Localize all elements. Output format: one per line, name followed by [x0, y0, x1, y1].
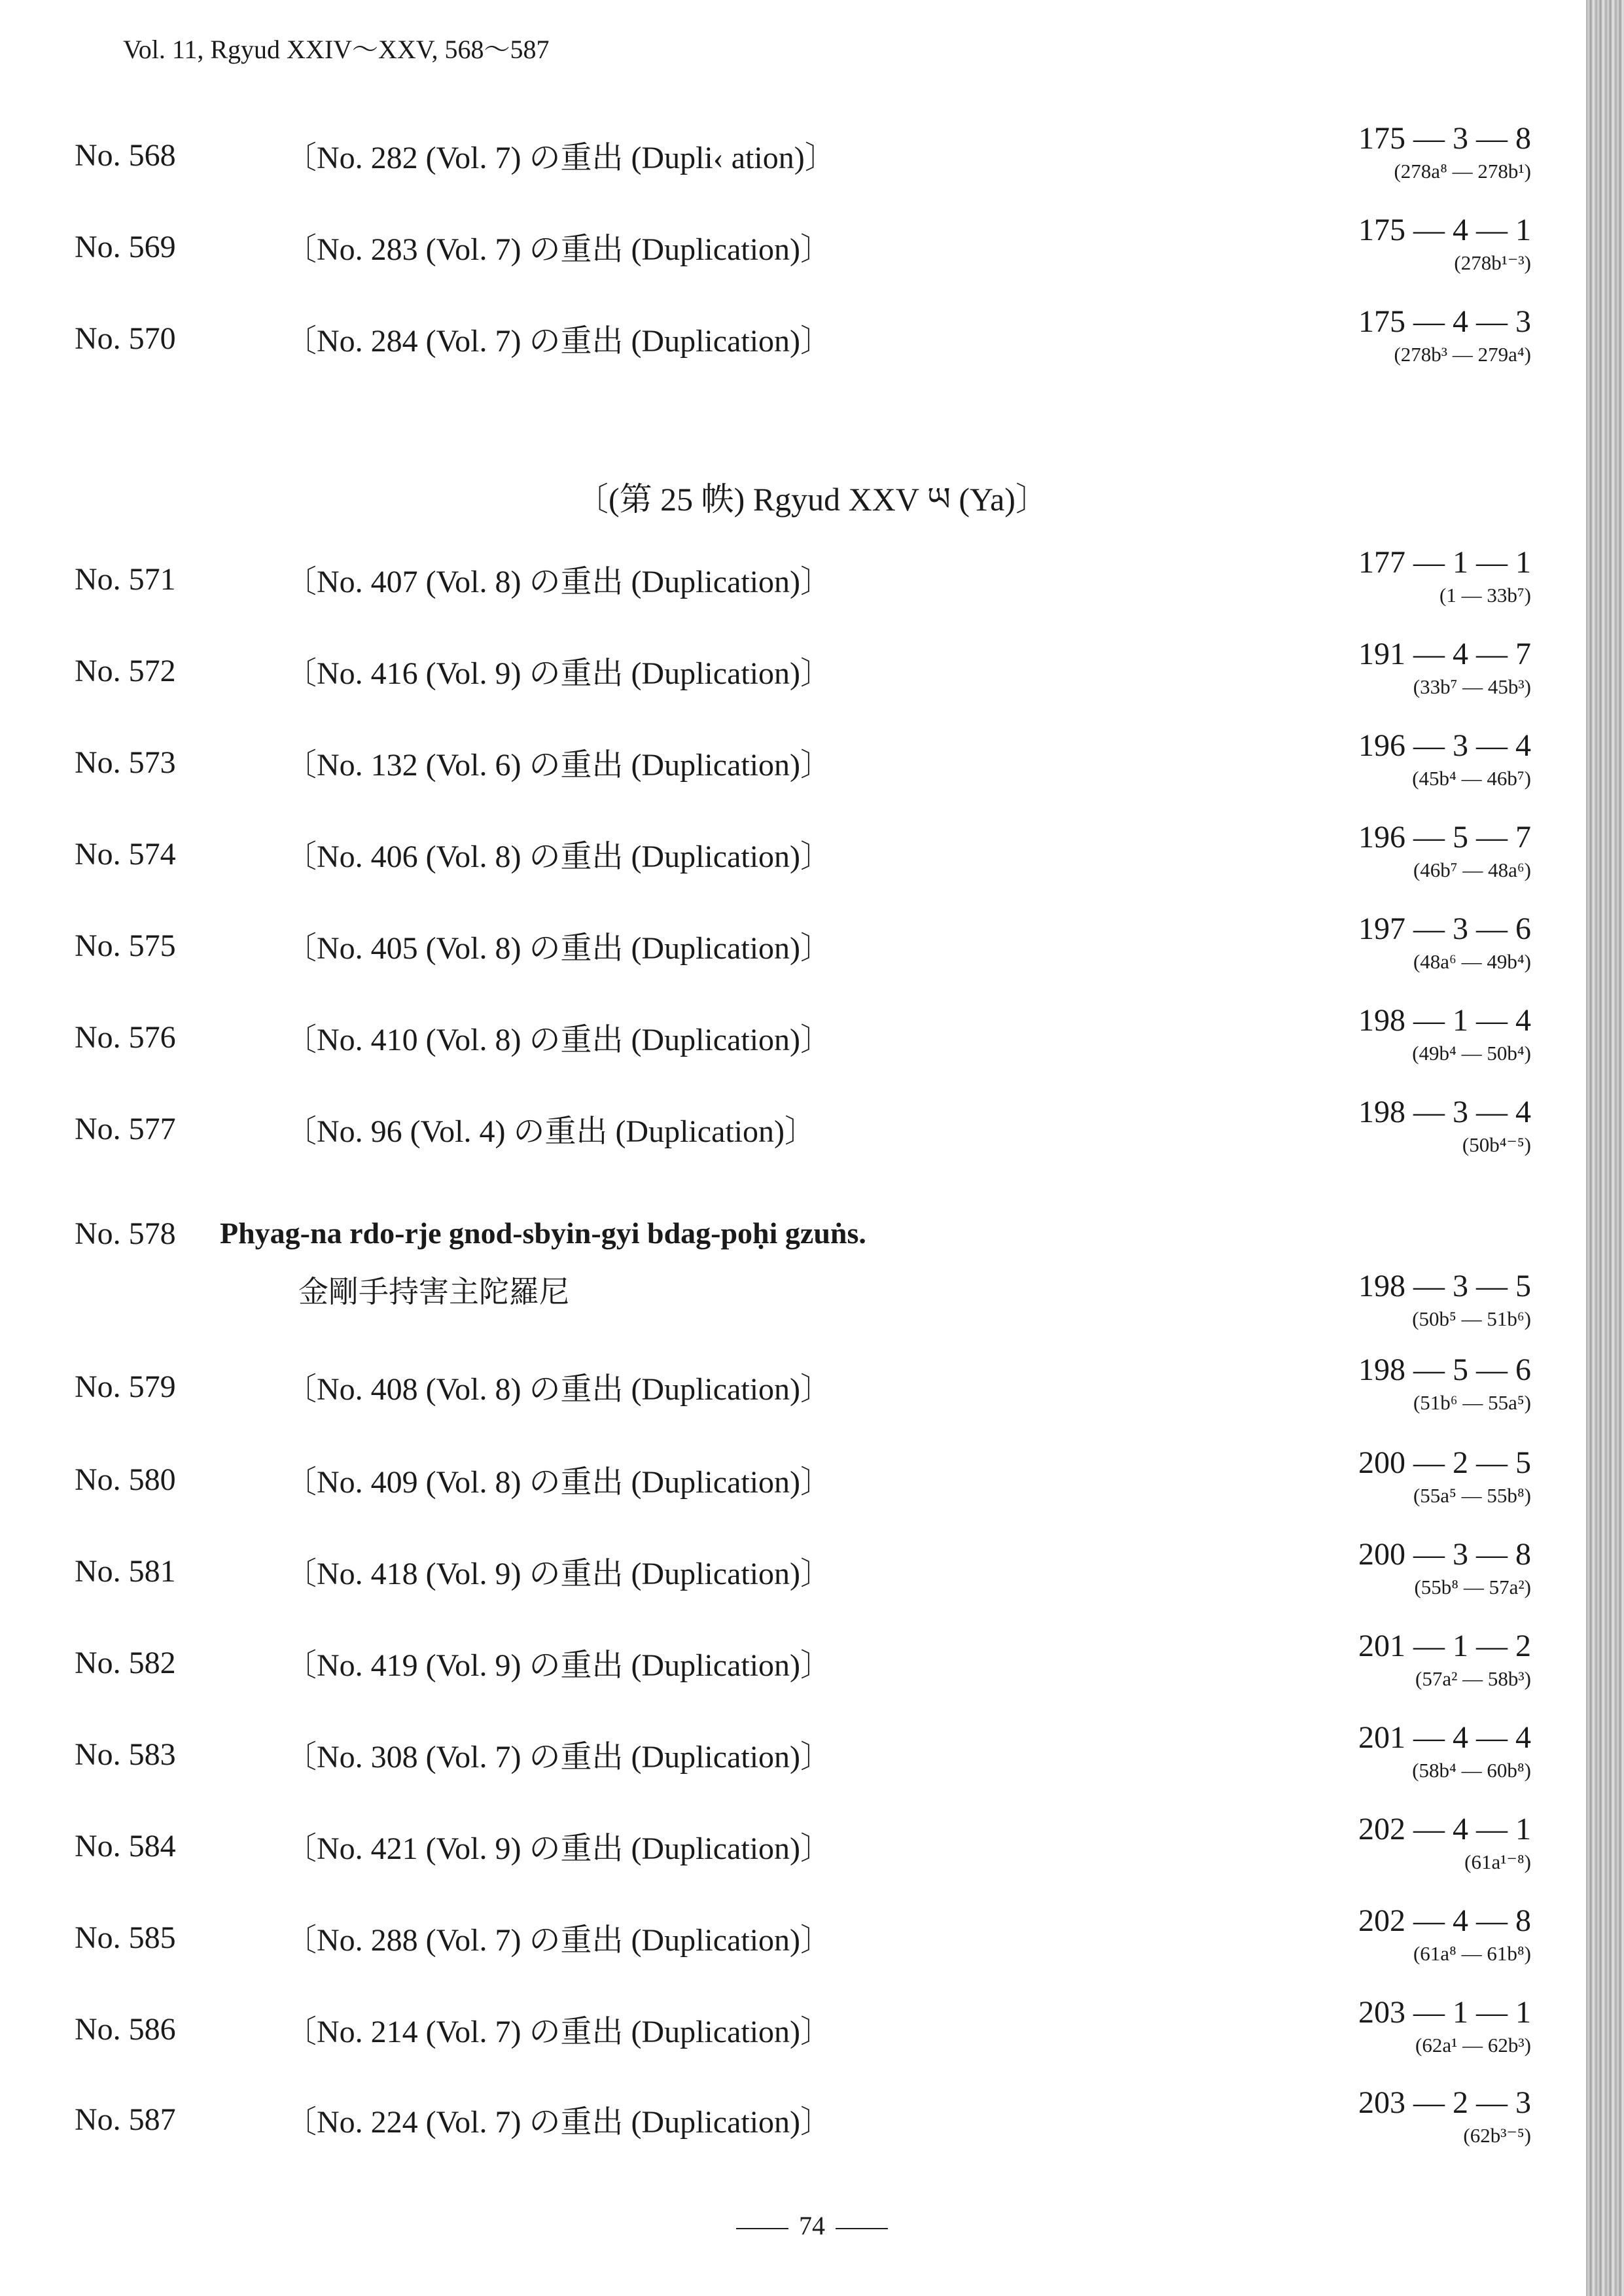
entry-row	[0, 1720, 1624, 1815]
entry-number: No. 584	[75, 1829, 176, 1863]
entry-row	[0, 911, 1624, 1006]
entry-description: 〔No. 405 (Vol. 8) の重出 (Duplication)〕	[285, 931, 832, 966]
entry-row	[0, 637, 1624, 732]
entry-description: 〔No. 96 (Vol. 4) の重出 (Duplication)〕	[285, 1114, 817, 1149]
reference-folio: (278a⁸ — 278b¹)	[1394, 160, 1531, 183]
entry-row	[0, 1537, 1624, 1632]
entry-reference	[1256, 910, 1531, 975]
entry-number: No. 578	[75, 1216, 176, 1251]
reference-main: 200 — 2 — 5	[1358, 1445, 1531, 1480]
entry-number: No. 577	[75, 1112, 176, 1146]
entry-description: 〔No. 418 (Vol. 9) の重出 (Duplication)〕	[285, 1557, 832, 1591]
reference-main: 191 — 4 — 7	[1358, 637, 1531, 671]
reference-main: 198 — 3 — 4	[1358, 1095, 1531, 1129]
reference-folio: (51b⁶ — 55a⁵)	[1413, 1391, 1531, 1414]
entry-number: No. 580	[75, 1462, 176, 1497]
reference-folio: (61a¹⁻⁸)	[1464, 1850, 1531, 1873]
entry-description: 〔No. 308 (Vol. 7) の重出 (Duplication)〕	[285, 1740, 832, 1775]
entry-number: No. 571	[75, 562, 176, 597]
entry-description: 〔No. 214 (Vol. 7) の重出 (Duplication)〕	[285, 2015, 832, 2049]
reference-main: 202 — 4 — 1	[1358, 1812, 1531, 1846]
entry-description: 〔No. 282 (Vol. 7) の重出 (Dupli‹ ation)〕	[285, 141, 836, 175]
entry-row	[0, 121, 1624, 216]
entry-reference	[1256, 1993, 1531, 2058]
entry-description: 〔No. 419 (Vol. 9) の重出 (Duplication)〕	[285, 1648, 832, 1683]
reference-folio: (61a⁸ — 61b⁸)	[1413, 1942, 1531, 1965]
reference-folio: (62b³⁻⁵)	[1463, 2124, 1531, 2147]
reference-main: 175 — 4 — 1	[1358, 213, 1531, 247]
entry-reference	[1256, 726, 1531, 792]
entry-reference	[1256, 1627, 1531, 1692]
entry-reference	[1256, 1351, 1531, 1416]
reference-main: 201 — 1 — 2	[1358, 1629, 1531, 1663]
entry-number: No. 568	[75, 138, 176, 173]
entry-number: No. 586	[75, 2012, 176, 2047]
entry-reference	[1256, 818, 1531, 883]
entry-reference	[1256, 1535, 1531, 1600]
entry-description: 〔No. 224 (Vol. 7) の重出 (Duplication)〕	[285, 2105, 832, 2140]
reference-folio: (46b⁷ — 48a⁶)	[1413, 858, 1531, 881]
reference-main: 197 — 3 — 6	[1358, 911, 1531, 946]
reference-folio: (45b⁴ — 46b⁷)	[1412, 767, 1531, 790]
reference-main: 198 — 3 — 5	[1358, 1269, 1531, 1303]
entry-description: 〔No. 132 (Vol. 6) の重出 (Duplication)〕	[285, 748, 832, 783]
reference-folio: (57a² — 58b³)	[1415, 1667, 1531, 1690]
entry-reference	[1256, 119, 1531, 185]
entry-row	[0, 1003, 1624, 1098]
reference-folio: (33b⁷ — 45b³)	[1413, 675, 1531, 698]
entry-reference	[1256, 543, 1531, 609]
entry-description: 〔No. 407 (Vol. 8) の重出 (Duplication)〕	[285, 565, 832, 599]
reference-folio: (50b⁵ — 51b⁶)	[1412, 1307, 1531, 1330]
entry-number: No. 581	[75, 1554, 176, 1589]
entry-number: No. 574	[75, 837, 176, 872]
entry-description: 〔No. 283 (Vol. 7) の重出 (Duplication)〕	[285, 232, 832, 267]
entry-reference	[1256, 635, 1531, 700]
entry-number: No. 576	[75, 1020, 176, 1055]
page-number-text: 74	[799, 2211, 825, 2240]
entry-row	[0, 1629, 1624, 1723]
entry-number: No. 575	[75, 928, 176, 963]
page-number	[0, 2210, 1624, 2241]
reference-main: 198 — 5 — 6	[1358, 1352, 1531, 1387]
entry-number: No. 587	[75, 2102, 176, 2137]
entry-row	[0, 545, 1624, 640]
entry-row	[0, 1903, 1624, 1998]
reference-folio: (278b³ — 279a⁴)	[1394, 343, 1531, 366]
reference-main: 203 — 1 — 1	[1358, 1995, 1531, 2030]
entry-number: No. 570	[75, 321, 176, 356]
entry-reference	[1256, 1001, 1531, 1067]
reference-folio: (48a⁶ — 49b⁴)	[1413, 950, 1531, 973]
reference-folio: (62a¹ — 62b³)	[1415, 2034, 1531, 2057]
section-heading: 〔(第 25 帙) Rgyud XXV ཡ (Ya)〕	[576, 481, 1048, 518]
reference-folio: (49b⁴ — 50b⁴)	[1412, 1042, 1531, 1065]
entry-number: No. 585	[75, 1920, 176, 1955]
reference-main: 175 — 3 — 8	[1358, 121, 1531, 156]
entry-row	[0, 213, 1624, 308]
entry-description: 〔No. 416 (Vol. 9) の重出 (Duplication)〕	[285, 656, 832, 691]
reference-main: 198 — 1 — 4	[1358, 1003, 1531, 1038]
entry-row	[0, 820, 1624, 915]
entry-reference	[1256, 1810, 1531, 1875]
entry-reference	[1256, 1901, 1531, 1967]
reference-main: 202 — 4 — 8	[1358, 1903, 1531, 1938]
entry-description: 〔No. 421 (Vol. 9) の重出 (Duplication)〕	[285, 1831, 832, 1866]
entry-row	[0, 2085, 1624, 2180]
entry-number: No. 573	[75, 745, 176, 780]
entry-row	[0, 1812, 1624, 1907]
entry-reference	[1256, 2083, 1531, 2149]
reference-folio: (50b⁴⁻⁵)	[1462, 1133, 1531, 1156]
entry-title-tibetan: Phyag-na rdo-rje gnod-sbyin-gyi bdag-poḥi gzuṅs.	[220, 1216, 866, 1250]
reference-folio: (1 — 33b⁷)	[1439, 584, 1531, 607]
entry-reference	[1256, 1718, 1531, 1784]
entry-number: No. 583	[75, 1737, 176, 1772]
entry-reference	[1256, 1267, 1531, 1332]
reference-main: 200 — 3 — 8	[1358, 1537, 1531, 1572]
entry-description: 〔No. 410 (Vol. 8) の重出 (Duplication)〕	[285, 1023, 832, 1057]
reference-main: 201 — 4 — 4	[1358, 1720, 1531, 1755]
entry-description: 〔No. 409 (Vol. 8) の重出 (Duplication)〕	[285, 1465, 832, 1500]
reference-main: 196 — 3 — 4	[1358, 728, 1531, 763]
folio-rule-left	[736, 2228, 788, 2229]
entry-reference	[1256, 1443, 1531, 1509]
entry-description: 〔No. 284 (Vol. 7) の重出 (Duplication)〕	[285, 324, 832, 359]
entry-row	[0, 1995, 1624, 2090]
reference-folio: (55a⁵ — 55b⁸)	[1413, 1484, 1531, 1507]
running-head: Vol. 11, Rgyud XXIV～XXV, 568～587	[123, 35, 550, 64]
entry-reference	[1256, 211, 1531, 276]
entry-description: 〔No. 408 (Vol. 8) の重出 (Duplication)〕	[285, 1372, 832, 1407]
entry-description: 〔No. 406 (Vol. 8) の重出 (Duplication)〕	[285, 839, 832, 874]
entry-row	[0, 304, 1624, 399]
reference-folio: (58b⁴ — 60b⁸)	[1412, 1759, 1531, 1782]
entry-row-with-title	[0, 1216, 1624, 1333]
reference-folio: (55b⁸ — 57a²)	[1414, 1576, 1531, 1598]
folio-rule-right	[836, 2228, 888, 2229]
entry-description: 〔No. 288 (Vol. 7) の重出 (Duplication)〕	[285, 1923, 832, 1958]
entry-row	[0, 1445, 1624, 1540]
entry-row	[0, 728, 1624, 823]
entry-title-chinese: 金剛手持害主陀羅尼	[298, 1275, 569, 1309]
reference-main: 203 — 2 — 3	[1358, 2085, 1531, 2120]
reference-folio: (278b¹⁻³)	[1454, 251, 1531, 274]
entry-number: No. 569	[75, 230, 176, 264]
entry-row	[0, 1095, 1624, 1190]
entry-row	[0, 1352, 1624, 1447]
reference-main: 175 — 4 — 3	[1358, 304, 1531, 339]
entry-reference	[1256, 1093, 1531, 1158]
entry-reference	[1256, 302, 1531, 368]
reference-main: 196 — 5 — 7	[1358, 820, 1531, 855]
reference-main: 177 — 1 — 1	[1358, 545, 1531, 580]
entry-number: No. 582	[75, 1646, 176, 1680]
entry-number: No. 572	[75, 654, 176, 688]
entry-number: No. 579	[75, 1369, 176, 1404]
